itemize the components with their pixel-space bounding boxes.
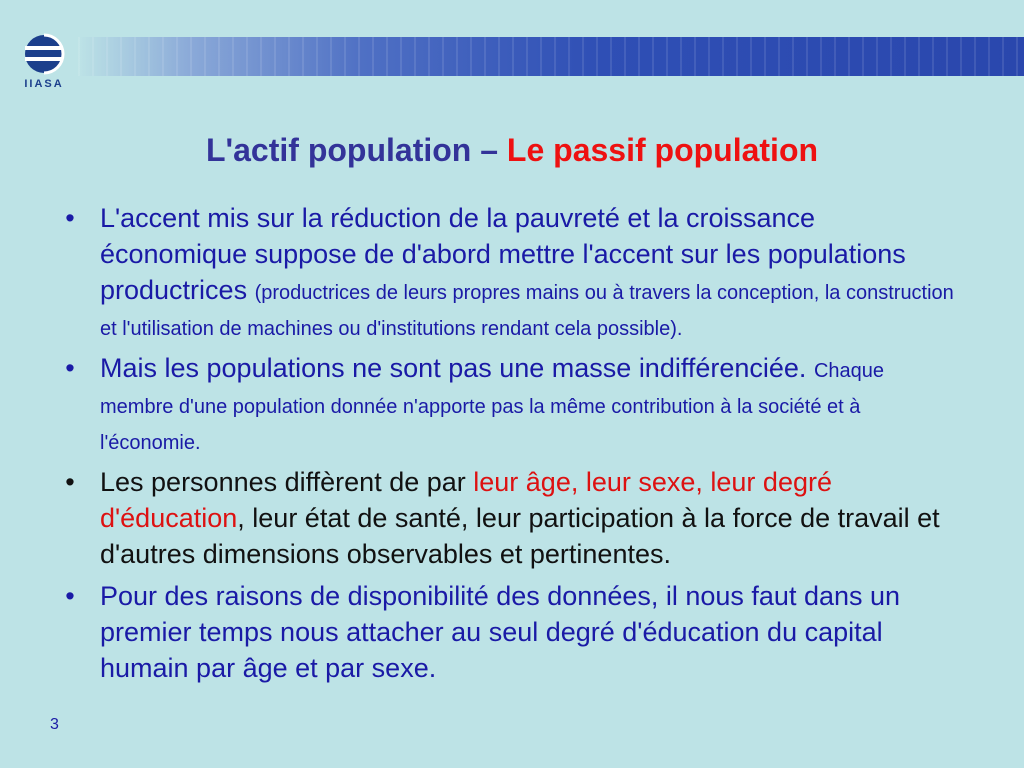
bullet-list — [60, 200, 960, 692]
bullet-item-3 — [60, 464, 960, 572]
page-number: 3 — [50, 716, 59, 733]
bullet-2-main: Mais les populations ne sont pas une masse indifférenciée. — [100, 353, 814, 383]
iiasa-globe-icon — [22, 32, 66, 76]
bullet-dot: • — [65, 353, 75, 383]
bullet-3-suffix: , leur état de santé, leur participation à la force de travail et d'autres dimensions observables et pertinentes. — [100, 503, 940, 569]
title-part-red: Le passif population — [506, 132, 819, 168]
logo-text: IIASA — [24, 78, 64, 90]
bullet-3-prefix: Les personnes diffèrent de par — [100, 467, 474, 497]
bullet-4-main: Pour des raisons de disponibilité des données, il nous faut dans un premier temps nous attacher au seul degré d'éducation du capital humain par âge et par sexe. — [100, 581, 901, 683]
title-part-blue: L'actif population – — [205, 132, 507, 168]
slide-title — [0, 130, 1024, 170]
bullet-dot: • — [65, 467, 75, 497]
bullet-item-1 — [60, 200, 960, 344]
iiasa-logo — [22, 32, 66, 94]
bullet-1-main: L'accent mis sur la réduction de la pauvreté et la croissance économique suppose de d'abord mettre l'accent sur les populations productrices — [100, 203, 906, 305]
header-banner — [78, 37, 1024, 76]
bullet-item-4 — [60, 578, 960, 686]
bullet-dot: • — [65, 203, 75, 233]
bullet-item-2 — [60, 350, 960, 458]
bullet-3-highlight: leur âge, leur sexe, leur degré d'éducation — [100, 467, 832, 533]
bullet-1-detail: (productrices de leurs propres mains ou à travers la conception, la construction et l'utilisation de machines ou d'institutions rendant cela possible). — [100, 282, 954, 340]
bullet-dot: • — [65, 581, 75, 611]
bullet-2-detail: Chaque membre d'une population donnée n'apporte pas la même contribution à la société et à l'économie. — [100, 360, 884, 454]
